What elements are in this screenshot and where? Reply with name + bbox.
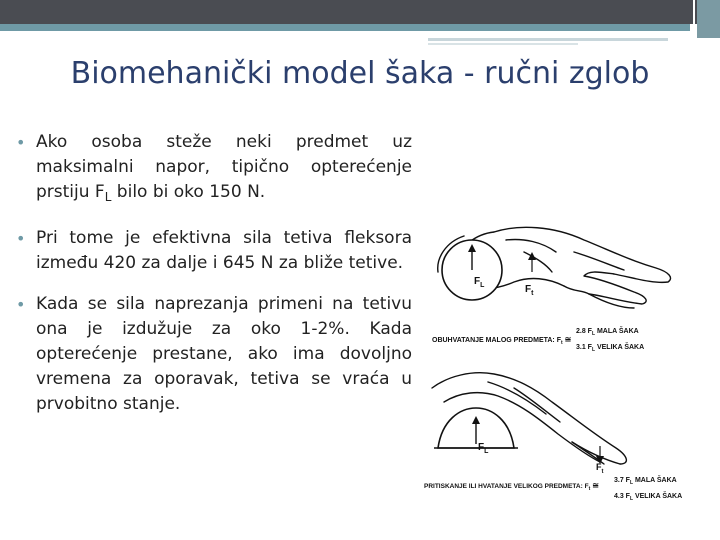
svg-text:3.1 FL VELIKA ŠAKA xyxy=(576,342,644,353)
hand-grip-figure xyxy=(424,212,700,512)
caption-small-object-eq: ≅ xyxy=(564,335,572,344)
force-fl-label-bottom: F xyxy=(478,442,485,453)
force-ft-subscript: t xyxy=(531,290,534,297)
caption-large-object: PRITISKANJE ILI HVATANJE VELIKOG PREDMETA: F xyxy=(424,483,589,490)
title-accent-line xyxy=(428,38,668,41)
large-hand-value-bottom: 4.3 F xyxy=(614,493,630,500)
large-hand-value-top-sub: L xyxy=(591,347,596,353)
force-fl-label: F xyxy=(474,276,481,287)
force-fl-subscript: L xyxy=(480,282,485,289)
top-right-divider xyxy=(693,0,695,38)
svg-text:Ft xyxy=(525,284,534,297)
force-ft-subscript-bottom: t xyxy=(601,469,604,475)
large-hand-label-bottom: VELIKA ŠAKA xyxy=(633,493,683,500)
small-hand-label-bottom: MALA ŠAKA xyxy=(633,477,677,484)
large-hand-value-bottom-sub: L xyxy=(629,496,634,502)
bullet-list xyxy=(14,130,412,433)
caption-large-object-eq: ≅ xyxy=(592,481,599,490)
bullet-subscript: L xyxy=(104,190,112,204)
bullet-dot-icon: • xyxy=(16,229,26,248)
bullet-item-2 xyxy=(14,226,412,276)
title-accent-line-short xyxy=(428,43,578,45)
small-hand-value-top: 2.8 F xyxy=(576,328,592,335)
small-hand-value-bottom: 3.7 F xyxy=(614,477,630,484)
svg-text:3.7 FL MALA ŠAKA xyxy=(614,475,677,486)
bullet-text: Pri tome je efektivna sila tetiva fleksora između 420 za dalje i 645 N za bliže tetive. xyxy=(36,228,412,273)
svg-text:Ft xyxy=(596,462,604,475)
force-fl-subscript-bottom: L xyxy=(484,448,489,455)
top-decoration-bar xyxy=(0,0,720,38)
large-hand-value-top: 3.1 F xyxy=(576,344,592,351)
caption-large-object-sub: t xyxy=(588,486,591,492)
bullet-item-1 xyxy=(14,130,412,210)
caption-small-object-sub: t xyxy=(560,340,563,346)
small-hand-label-top: MALA ŠAKA xyxy=(595,328,639,335)
caption-small-object: OBUHVATANJE MALOG PREDMETA: F xyxy=(432,337,561,344)
svg-text:4.3 FL VELIKA ŠAKA xyxy=(614,491,682,502)
force-ft-label: F xyxy=(525,284,532,295)
svg-text:2.8 FL MALA ŠAKA xyxy=(576,326,639,337)
force-ft-arrowhead xyxy=(528,252,536,260)
top-dark-band xyxy=(0,0,720,24)
bullet-dot-icon: • xyxy=(16,295,26,314)
force-ft-label-bottom: F xyxy=(596,462,602,472)
bullet-item-3 xyxy=(14,292,412,417)
bullet-text: Kada se sila naprezanja primeni na tetivu ona je izdužuje za oko 1-2%. Kada opterećenje prestane, ako ima dovoljno vremena za oporavak, tetiva se vraća u prvobitno stanje. xyxy=(36,294,412,414)
bullet-text: Ako osoba steže neki predmet uz maksimalni napor, tipično opterećenje prstiju F xyxy=(36,132,412,202)
svg-text:OBUHVATANJE MALOG PREDMETA: Ft xyxy=(432,335,572,346)
small-hand-value-top-sub: L xyxy=(591,331,596,337)
large-hand-label-top: VELIKA ŠAKA xyxy=(595,344,645,351)
slide-title: Biomehanički model šaka - ručni zglob xyxy=(70,56,650,91)
svg-text:PRITISKANJE ILI HVATANJE VELIK xyxy=(424,481,599,492)
bullet-dot-icon: • xyxy=(16,133,26,152)
bullet-text-end: bilo bi oko 150 N. xyxy=(111,182,266,202)
top-teal-band xyxy=(0,24,690,31)
top-right-block xyxy=(697,0,720,38)
small-hand-value-bottom-sub: L xyxy=(629,480,634,486)
